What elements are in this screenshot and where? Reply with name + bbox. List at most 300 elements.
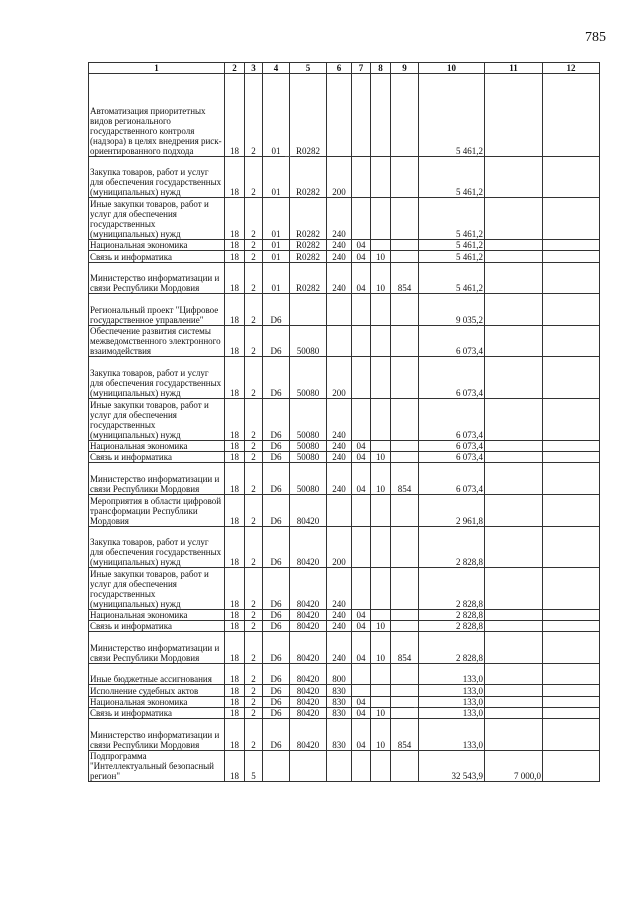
table-row bbox=[89, 357, 600, 399]
cell-col-8: 10 bbox=[371, 463, 391, 495]
cell-col-5 bbox=[290, 750, 327, 782]
cell-col-10: 6 073,4 bbox=[419, 325, 485, 357]
cell-col-2: 18 bbox=[225, 399, 245, 441]
cell-col-11 bbox=[485, 526, 543, 568]
cell-col-2: 18 bbox=[225, 440, 245, 451]
cell-col-4: D6 bbox=[263, 294, 290, 326]
table-row bbox=[89, 696, 600, 707]
cell-col-10: 133,0 bbox=[419, 685, 485, 696]
cell-col-4: D6 bbox=[263, 610, 290, 621]
column-header-3: 3 bbox=[245, 63, 263, 74]
table-row bbox=[89, 664, 600, 685]
column-header-12: 12 bbox=[543, 63, 600, 74]
cell-col-8 bbox=[371, 440, 391, 451]
cell-col-11 bbox=[485, 568, 543, 610]
cell-col-5: R0282 bbox=[290, 262, 327, 294]
row-name-cell: Национальная экономика bbox=[89, 440, 225, 451]
cell-col-11 bbox=[485, 632, 543, 664]
cell-col-9 bbox=[391, 294, 419, 326]
cell-col-5: R0282 bbox=[290, 156, 327, 198]
table-row bbox=[89, 526, 600, 568]
cell-col-11 bbox=[485, 294, 543, 326]
cell-col-8 bbox=[371, 494, 391, 526]
cell-col-4: 01 bbox=[263, 240, 290, 251]
column-header-10: 10 bbox=[419, 63, 485, 74]
row-name-cell: Национальная экономика bbox=[89, 240, 225, 251]
cell-col-8 bbox=[371, 399, 391, 441]
cell-col-5: 80420 bbox=[290, 719, 327, 751]
cell-col-4: D6 bbox=[263, 463, 290, 495]
cell-col-12 bbox=[543, 198, 600, 240]
cell-col-3: 2 bbox=[245, 399, 263, 441]
cell-col-12 bbox=[543, 707, 600, 718]
cell-col-2: 18 bbox=[225, 325, 245, 357]
cell-col-6 bbox=[327, 74, 352, 157]
row-name-cell: Национальная экономика bbox=[89, 610, 225, 621]
cell-col-11 bbox=[485, 357, 543, 399]
cell-col-10: 9 035,2 bbox=[419, 294, 485, 326]
cell-col-2: 18 bbox=[225, 251, 245, 262]
cell-col-3: 2 bbox=[245, 452, 263, 463]
row-name-cell: Министерство информатизации и связи Республики Мордовия bbox=[89, 719, 225, 751]
cell-col-11 bbox=[485, 610, 543, 621]
cell-col-6: 240 bbox=[327, 621, 352, 632]
column-header-8: 8 bbox=[371, 63, 391, 74]
row-name-cell: Связь и информатика bbox=[89, 621, 225, 632]
cell-col-4: 01 bbox=[263, 262, 290, 294]
cell-col-2: 18 bbox=[225, 74, 245, 157]
table-row bbox=[89, 294, 600, 326]
cell-col-4: D6 bbox=[263, 399, 290, 441]
cell-col-8 bbox=[371, 685, 391, 696]
cell-col-2: 18 bbox=[225, 664, 245, 685]
cell-col-9 bbox=[391, 240, 419, 251]
column-header-11: 11 bbox=[485, 63, 543, 74]
cell-col-8 bbox=[371, 74, 391, 157]
row-name-cell: Закупка товаров, работ и услуг для обеспечения государственных (муниципальных) нужд bbox=[89, 526, 225, 568]
cell-col-3: 5 bbox=[245, 750, 263, 782]
table-row bbox=[89, 399, 600, 441]
row-name-cell: Мероприятия в области цифровой трансформации Республики Мордовия bbox=[89, 494, 225, 526]
cell-col-11 bbox=[485, 621, 543, 632]
table-row bbox=[89, 251, 600, 262]
cell-col-9: 854 bbox=[391, 632, 419, 664]
cell-col-2: 18 bbox=[225, 357, 245, 399]
cell-col-2: 18 bbox=[225, 198, 245, 240]
cell-col-7: 04 bbox=[352, 632, 371, 664]
cell-col-10: 5 461,2 bbox=[419, 198, 485, 240]
cell-col-5: 80420 bbox=[290, 664, 327, 685]
cell-col-10: 5 461,2 bbox=[419, 156, 485, 198]
cell-col-9 bbox=[391, 74, 419, 157]
cell-col-10: 6 073,4 bbox=[419, 440, 485, 451]
cell-col-5: 80420 bbox=[290, 610, 327, 621]
cell-col-6: 240 bbox=[327, 399, 352, 441]
cell-col-12 bbox=[543, 440, 600, 451]
cell-col-9 bbox=[391, 568, 419, 610]
column-header-5: 5 bbox=[290, 63, 327, 74]
column-header-2: 2 bbox=[225, 63, 245, 74]
cell-col-9: 854 bbox=[391, 463, 419, 495]
cell-col-11 bbox=[485, 251, 543, 262]
cell-col-3: 2 bbox=[245, 526, 263, 568]
cell-col-6 bbox=[327, 750, 352, 782]
cell-col-2: 18 bbox=[225, 494, 245, 526]
cell-col-12 bbox=[543, 325, 600, 357]
cell-col-11 bbox=[485, 198, 543, 240]
cell-col-7: 04 bbox=[352, 251, 371, 262]
cell-col-6: 240 bbox=[327, 463, 352, 495]
cell-col-5: 50080 bbox=[290, 463, 327, 495]
cell-col-6: 240 bbox=[327, 262, 352, 294]
cell-col-12 bbox=[543, 526, 600, 568]
cell-col-4: D6 bbox=[263, 685, 290, 696]
cell-col-9: 854 bbox=[391, 262, 419, 294]
cell-col-4: D6 bbox=[263, 440, 290, 451]
cell-col-5: 80420 bbox=[290, 707, 327, 718]
cell-col-9 bbox=[391, 357, 419, 399]
row-name-cell: Связь и информатика bbox=[89, 452, 225, 463]
table-row bbox=[89, 198, 600, 240]
row-name-cell: Министерство информатизации и связи Республики Мордовия bbox=[89, 463, 225, 495]
cell-col-12 bbox=[543, 156, 600, 198]
cell-col-4: D6 bbox=[263, 494, 290, 526]
column-header-9: 9 bbox=[391, 63, 419, 74]
cell-col-10: 2 828,8 bbox=[419, 632, 485, 664]
row-name-cell: Закупка товаров, работ и услуг для обеспечения государственных (муниципальных) нужд bbox=[89, 156, 225, 198]
cell-col-4: 01 bbox=[263, 156, 290, 198]
table-row bbox=[89, 632, 600, 664]
cell-col-6: 240 bbox=[327, 452, 352, 463]
cell-col-3: 2 bbox=[245, 240, 263, 251]
cell-col-8: 10 bbox=[371, 719, 391, 751]
cell-col-6: 200 bbox=[327, 357, 352, 399]
cell-col-11 bbox=[485, 440, 543, 451]
column-header-1: 1 bbox=[89, 63, 225, 74]
cell-col-8: 10 bbox=[371, 452, 391, 463]
cell-col-8 bbox=[371, 526, 391, 568]
cell-col-3: 2 bbox=[245, 198, 263, 240]
cell-col-3: 2 bbox=[245, 685, 263, 696]
cell-col-2: 18 bbox=[225, 156, 245, 198]
cell-col-8: 10 bbox=[371, 632, 391, 664]
cell-col-12 bbox=[543, 357, 600, 399]
cell-col-11 bbox=[485, 325, 543, 357]
scan-speck bbox=[285, 156, 291, 157]
cell-col-2: 18 bbox=[225, 240, 245, 251]
row-name-cell: Иные бюджетные ассигнования bbox=[89, 664, 225, 685]
table-row bbox=[89, 685, 600, 696]
cell-col-12 bbox=[543, 494, 600, 526]
table-row bbox=[89, 156, 600, 198]
cell-col-2: 18 bbox=[225, 610, 245, 621]
cell-col-6: 240 bbox=[327, 198, 352, 240]
budget-table bbox=[88, 62, 600, 782]
cell-col-5: 50080 bbox=[290, 440, 327, 451]
cell-col-6: 240 bbox=[327, 610, 352, 621]
cell-col-2: 18 bbox=[225, 707, 245, 718]
cell-col-8 bbox=[371, 664, 391, 685]
row-name-cell: Исполнение судебных актов bbox=[89, 685, 225, 696]
cell-col-3: 2 bbox=[245, 568, 263, 610]
cell-col-3: 2 bbox=[245, 610, 263, 621]
cell-col-8 bbox=[371, 198, 391, 240]
header-row bbox=[89, 63, 600, 74]
cell-col-4: D6 bbox=[263, 621, 290, 632]
cell-col-10: 6 073,4 bbox=[419, 399, 485, 441]
cell-col-3: 2 bbox=[245, 664, 263, 685]
cell-col-3: 2 bbox=[245, 74, 263, 157]
row-name-cell: Закупка товаров, работ и услуг для обеспечения государственных (муниципальных) нужд bbox=[89, 357, 225, 399]
cell-col-9 bbox=[391, 198, 419, 240]
cell-col-2: 18 bbox=[225, 719, 245, 751]
cell-col-3: 2 bbox=[245, 632, 263, 664]
cell-col-4: D6 bbox=[263, 632, 290, 664]
cell-col-5: 80420 bbox=[290, 696, 327, 707]
cell-col-12 bbox=[543, 664, 600, 685]
cell-col-10: 5 461,2 bbox=[419, 240, 485, 251]
cell-col-6: 240 bbox=[327, 568, 352, 610]
cell-col-11 bbox=[485, 707, 543, 718]
table-row bbox=[89, 610, 600, 621]
cell-col-10: 133,0 bbox=[419, 719, 485, 751]
cell-col-8 bbox=[371, 325, 391, 357]
cell-col-6: 240 bbox=[327, 240, 352, 251]
table-row bbox=[89, 240, 600, 251]
cell-col-10: 5 461,2 bbox=[419, 251, 485, 262]
cell-col-11: 7 000,0 bbox=[485, 750, 543, 782]
cell-col-3: 2 bbox=[245, 357, 263, 399]
row-name-cell: Обеспечение развития системы межведомственного электронного взаимодействия bbox=[89, 325, 225, 357]
cell-col-10: 2 961,8 bbox=[419, 494, 485, 526]
cell-col-4: D6 bbox=[263, 664, 290, 685]
cell-col-9 bbox=[391, 664, 419, 685]
table-body bbox=[89, 74, 600, 782]
table-row bbox=[89, 452, 600, 463]
cell-col-9 bbox=[391, 610, 419, 621]
cell-col-12 bbox=[543, 251, 600, 262]
cell-col-10: 5 461,2 bbox=[419, 74, 485, 157]
cell-col-7: 04 bbox=[352, 621, 371, 632]
column-header-7: 7 bbox=[352, 63, 371, 74]
cell-col-10: 2 828,8 bbox=[419, 610, 485, 621]
cell-col-4: D6 bbox=[263, 526, 290, 568]
cell-col-3: 2 bbox=[245, 463, 263, 495]
cell-col-5: 50080 bbox=[290, 357, 327, 399]
cell-col-5: 80420 bbox=[290, 621, 327, 632]
row-name-cell: Иные закупки товаров, работ и услуг для обеспечения государственных (муниципальных) нужд bbox=[89, 568, 225, 610]
cell-col-3: 2 bbox=[245, 707, 263, 718]
cell-col-12 bbox=[543, 696, 600, 707]
row-name-cell: Иные закупки товаров, работ и услуг для обеспечения государственных (муниципальных) нужд bbox=[89, 399, 225, 441]
cell-col-6: 240 bbox=[327, 251, 352, 262]
cell-col-2: 18 bbox=[225, 452, 245, 463]
column-header-4: 4 bbox=[263, 63, 290, 74]
cell-col-7 bbox=[352, 74, 371, 157]
cell-col-7 bbox=[352, 526, 371, 568]
cell-col-8 bbox=[371, 568, 391, 610]
cell-col-5 bbox=[290, 294, 327, 326]
cell-col-9 bbox=[391, 325, 419, 357]
cell-col-9 bbox=[391, 399, 419, 441]
cell-col-4: D6 bbox=[263, 325, 290, 357]
cell-col-6: 830 bbox=[327, 685, 352, 696]
cell-col-5: 50080 bbox=[290, 325, 327, 357]
cell-col-10: 2 828,8 bbox=[419, 526, 485, 568]
cell-col-9 bbox=[391, 685, 419, 696]
cell-col-7 bbox=[352, 664, 371, 685]
cell-col-9 bbox=[391, 526, 419, 568]
cell-col-8: 10 bbox=[371, 707, 391, 718]
cell-col-6: 240 bbox=[327, 632, 352, 664]
cell-col-7: 04 bbox=[352, 610, 371, 621]
table-row bbox=[89, 262, 600, 294]
cell-col-11 bbox=[485, 696, 543, 707]
cell-col-8: 10 bbox=[371, 262, 391, 294]
table-row bbox=[89, 463, 600, 495]
cell-col-6: 830 bbox=[327, 707, 352, 718]
cell-col-12 bbox=[543, 719, 600, 751]
cell-col-10: 6 073,4 bbox=[419, 357, 485, 399]
cell-col-3: 2 bbox=[245, 251, 263, 262]
cell-col-4: 01 bbox=[263, 74, 290, 157]
cell-col-2: 18 bbox=[225, 632, 245, 664]
table-row bbox=[89, 719, 600, 751]
cell-col-3: 2 bbox=[245, 696, 263, 707]
cell-col-12 bbox=[543, 240, 600, 251]
cell-col-3: 2 bbox=[245, 262, 263, 294]
cell-col-11 bbox=[485, 452, 543, 463]
cell-col-10: 6 073,4 bbox=[419, 452, 485, 463]
cell-col-3: 2 bbox=[245, 719, 263, 751]
cell-col-6: 800 bbox=[327, 664, 352, 685]
cell-col-6: 830 bbox=[327, 719, 352, 751]
table-row bbox=[89, 568, 600, 610]
cell-col-7: 04 bbox=[352, 463, 371, 495]
cell-col-5: R0282 bbox=[290, 74, 327, 157]
cell-col-8 bbox=[371, 294, 391, 326]
cell-col-7 bbox=[352, 399, 371, 441]
cell-col-5: R0282 bbox=[290, 198, 327, 240]
cell-col-10: 133,0 bbox=[419, 707, 485, 718]
cell-col-7 bbox=[352, 685, 371, 696]
cell-col-11 bbox=[485, 463, 543, 495]
cell-col-5: 50080 bbox=[290, 399, 327, 441]
cell-col-7 bbox=[352, 494, 371, 526]
cell-col-4: 01 bbox=[263, 198, 290, 240]
cell-col-8 bbox=[371, 357, 391, 399]
row-name-cell: Связь и информатика bbox=[89, 251, 225, 262]
cell-col-6: 200 bbox=[327, 526, 352, 568]
cell-col-12 bbox=[543, 399, 600, 441]
cell-col-2: 18 bbox=[225, 750, 245, 782]
cell-col-12 bbox=[543, 685, 600, 696]
cell-col-5: 80420 bbox=[290, 685, 327, 696]
table-row bbox=[89, 707, 600, 718]
cell-col-4: D6 bbox=[263, 696, 290, 707]
cell-col-2: 18 bbox=[225, 696, 245, 707]
cell-col-9 bbox=[391, 251, 419, 262]
cell-col-7 bbox=[352, 325, 371, 357]
cell-col-2: 18 bbox=[225, 685, 245, 696]
cell-col-8 bbox=[371, 750, 391, 782]
cell-col-10: 32 543,9 bbox=[419, 750, 485, 782]
cell-col-4: 01 bbox=[263, 251, 290, 262]
cell-col-5: 80420 bbox=[290, 494, 327, 526]
cell-col-5: 80420 bbox=[290, 568, 327, 610]
cell-col-2: 18 bbox=[225, 262, 245, 294]
cell-col-4: D6 bbox=[263, 707, 290, 718]
cell-col-7 bbox=[352, 750, 371, 782]
cell-col-9 bbox=[391, 440, 419, 451]
cell-col-3: 2 bbox=[245, 440, 263, 451]
row-name-cell: Региональный проект "Цифровое государственное управление" bbox=[89, 294, 225, 326]
cell-col-8: 10 bbox=[371, 621, 391, 632]
column-header-6: 6 bbox=[327, 63, 352, 74]
cell-col-9: 854 bbox=[391, 719, 419, 751]
cell-col-3: 2 bbox=[245, 325, 263, 357]
cell-col-9 bbox=[391, 696, 419, 707]
cell-col-8 bbox=[371, 156, 391, 198]
table-row bbox=[89, 621, 600, 632]
cell-col-2: 18 bbox=[225, 621, 245, 632]
cell-col-7 bbox=[352, 357, 371, 399]
table-row bbox=[89, 750, 600, 782]
cell-col-10: 133,0 bbox=[419, 664, 485, 685]
row-name-cell: Министерство информатизации и связи Республики Мордовия bbox=[89, 632, 225, 664]
cell-col-12 bbox=[543, 463, 600, 495]
table-row bbox=[89, 494, 600, 526]
cell-col-7: 04 bbox=[352, 719, 371, 751]
cell-col-2: 18 bbox=[225, 526, 245, 568]
cell-col-6 bbox=[327, 294, 352, 326]
cell-col-7 bbox=[352, 156, 371, 198]
cell-col-5: 50080 bbox=[290, 452, 327, 463]
cell-col-5: 80420 bbox=[290, 632, 327, 664]
cell-col-12 bbox=[543, 632, 600, 664]
cell-col-8 bbox=[371, 240, 391, 251]
cell-col-12 bbox=[543, 750, 600, 782]
cell-col-12 bbox=[543, 610, 600, 621]
cell-col-6 bbox=[327, 325, 352, 357]
cell-col-7: 04 bbox=[352, 440, 371, 451]
cell-col-12 bbox=[543, 74, 600, 157]
table-row bbox=[89, 440, 600, 451]
cell-col-7: 04 bbox=[352, 452, 371, 463]
cell-col-10: 133,0 bbox=[419, 696, 485, 707]
cell-col-5: R0282 bbox=[290, 251, 327, 262]
cell-col-9 bbox=[391, 750, 419, 782]
cell-col-10: 5 461,2 bbox=[419, 262, 485, 294]
cell-col-4 bbox=[263, 750, 290, 782]
cell-col-2: 18 bbox=[225, 568, 245, 610]
cell-col-10: 2 828,8 bbox=[419, 621, 485, 632]
cell-col-4: D6 bbox=[263, 357, 290, 399]
cell-col-11 bbox=[485, 664, 543, 685]
cell-col-4: D6 bbox=[263, 719, 290, 751]
cell-col-8 bbox=[371, 696, 391, 707]
cell-col-6 bbox=[327, 494, 352, 526]
cell-col-12 bbox=[543, 568, 600, 610]
cell-col-11 bbox=[485, 399, 543, 441]
cell-col-11 bbox=[485, 494, 543, 526]
row-name-cell: Министерство информатизации и связи Республики Мордовия bbox=[89, 262, 225, 294]
cell-col-11 bbox=[485, 262, 543, 294]
cell-col-5: 80420 bbox=[290, 526, 327, 568]
cell-col-2: 18 bbox=[225, 463, 245, 495]
row-name-cell: Связь и информатика bbox=[89, 707, 225, 718]
cell-col-11 bbox=[485, 156, 543, 198]
